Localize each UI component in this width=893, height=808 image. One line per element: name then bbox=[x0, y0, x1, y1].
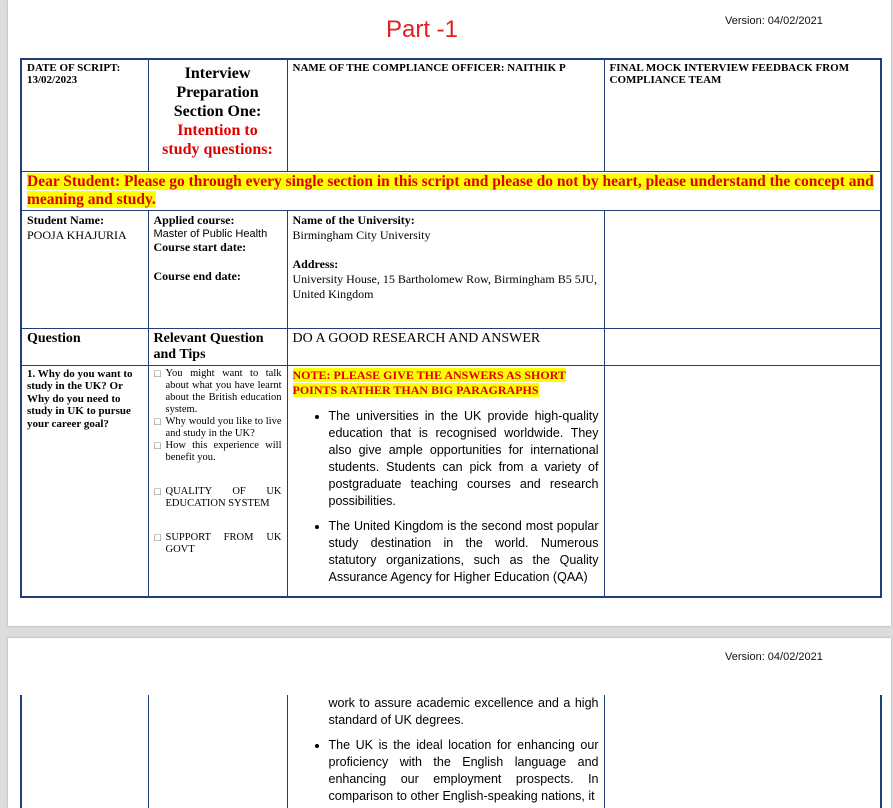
tip-item: ☐ SUPPORT FROM UK GOVT bbox=[153, 531, 282, 555]
address-label: Address: bbox=[292, 256, 339, 271]
answer-point: • The universities in the UK provide high-quality education that is recognised worldwide. They also give ample opportunities for international students. Students can pick from a variety of postgraduate teaching courses and research possibilities. bbox=[329, 408, 599, 510]
empty-cell bbox=[604, 365, 881, 597]
script-table-continued bbox=[20, 695, 882, 808]
empty-cell bbox=[604, 210, 881, 328]
banner-cell bbox=[21, 171, 881, 210]
part-title: Part -1 bbox=[386, 16, 459, 43]
section-title-line: Section One: bbox=[173, 103, 262, 120]
checkbox-icon: ☐ bbox=[153, 416, 162, 427]
applied-course: Master of Public Health bbox=[153, 227, 268, 240]
answer-header: DO A GOOD RESEARCH AND ANSWER bbox=[292, 330, 541, 346]
tip-item: ☐ You might want to talk about what you have learnt about the British education system. bbox=[153, 367, 282, 415]
checkbox-icon: ☐ bbox=[153, 368, 162, 379]
question-header: Question bbox=[27, 330, 81, 346]
section-subtitle-line: Intention to bbox=[177, 122, 258, 139]
empty-cell bbox=[21, 695, 148, 808]
university-label: Name of the University: bbox=[292, 212, 415, 227]
officer-cell bbox=[287, 59, 604, 171]
answer-point: • The United Kingdom is the second most popular study destination in the world. Numerous statutory organizations, such as the Quality Assurance Agency for Higher Education (QAA) bbox=[329, 518, 599, 586]
answer-header-cell bbox=[287, 328, 604, 365]
officer-label: NAME OF THE COMPLIANCE OFFICER: NAITHIK P bbox=[292, 62, 566, 74]
student-name-label: Student Name: bbox=[27, 212, 104, 227]
course-cell bbox=[148, 210, 287, 328]
university-cell bbox=[287, 210, 604, 328]
university-name: Birmingham City University bbox=[292, 227, 431, 242]
tips-header: Relevant Question and Tips bbox=[153, 330, 264, 362]
script-table bbox=[20, 58, 882, 598]
student-banner: Dear Student: Please go through every single section in this script and please do not by heart, please understand the concept and meaning and study. bbox=[27, 172, 874, 208]
applied-course-label: Applied course: bbox=[153, 212, 235, 227]
question-1: 1. Why do you want to study in the UK? Or Why do you need to study in UK to pursue your career goal? bbox=[27, 367, 133, 430]
document-page-2 bbox=[8, 638, 891, 808]
empty-cell bbox=[148, 695, 287, 808]
answer-list bbox=[293, 737, 599, 805]
version-label: Version: 04/02/2021 bbox=[725, 651, 823, 663]
end-date-label: Course end date: bbox=[153, 268, 241, 283]
section-subtitle-line: study questions: bbox=[162, 141, 273, 158]
checkbox-icon: ☐ bbox=[153, 440, 162, 451]
version-label: Version: 04/02/2021 bbox=[725, 15, 823, 27]
student-name: POOJA KHAJURIA bbox=[27, 227, 127, 242]
answer-cell bbox=[287, 695, 604, 808]
empty-cell bbox=[604, 695, 881, 808]
tip-item: ☐ How this experience will benefit you. bbox=[153, 439, 282, 463]
university-address: University House, 15 Bartholomew Row, Birmingham B5 5JU, United Kingdom bbox=[292, 271, 598, 301]
checkbox-icon: ☐ bbox=[153, 532, 162, 543]
date-value: 13/02/2023 bbox=[27, 74, 78, 86]
tip-item: ☐ Why would you like to live and study in the UK? bbox=[153, 415, 282, 439]
checkbox-icon: ☐ bbox=[153, 486, 162, 497]
feedback-cell bbox=[604, 59, 881, 171]
feedback-label: FINAL MOCK INTERVIEW FEEDBACK FROM COMPLIANCE TEAM bbox=[609, 62, 850, 86]
answer-note: NOTE: PLEASE GIVE THE ANSWERS AS SHORT POINTS RATHER THAN BIG PARAGRAPHS bbox=[292, 367, 566, 397]
section-title-cell bbox=[148, 59, 287, 171]
answer-continued: work to assure academic excellence and a high standard of UK degrees. bbox=[328, 696, 599, 727]
student-cell bbox=[21, 210, 148, 328]
answer-list bbox=[293, 408, 599, 586]
section-title-line: Interview bbox=[184, 65, 251, 82]
section-title-line: Preparation bbox=[176, 84, 259, 101]
start-date-label: Course start date: bbox=[153, 239, 247, 254]
question-cell bbox=[21, 365, 148, 597]
tip-item: ☐ QUALITY OF UK EDUCATION SYSTEM bbox=[153, 485, 282, 509]
date-cell bbox=[21, 59, 148, 171]
question-header-cell bbox=[21, 328, 148, 365]
document-page-1 bbox=[8, 0, 891, 626]
answer-point: • The UK is the ideal location for enhancing our proficiency with the English language and enhancing our employment prospects. In comparison to other English-speaking nations, it bbox=[329, 737, 599, 805]
date-label: DATE OF SCRIPT: bbox=[27, 62, 121, 74]
answer-cell bbox=[287, 365, 604, 597]
tips-cell bbox=[148, 365, 287, 597]
empty-cell bbox=[604, 328, 881, 365]
tips-header-cell bbox=[148, 328, 287, 365]
